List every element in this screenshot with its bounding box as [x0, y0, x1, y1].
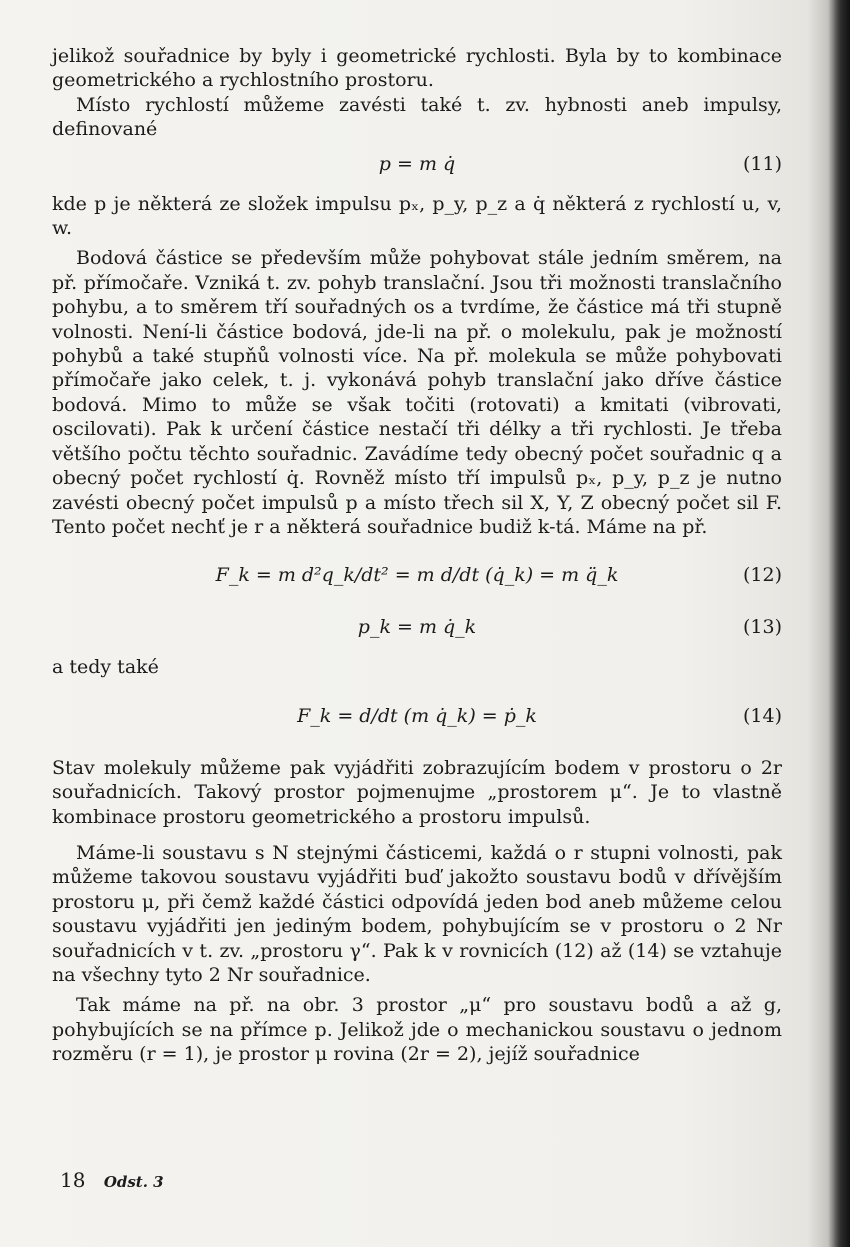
paragraph-3: kde p je některá ze složek impulsu pₓ, p_y, p_z a q̇ některá z rychlostí u, v, w. [52, 192, 782, 240]
paragraph-4: Bodová částice se především může pohybovat stále jedním směrem, na př. přímočaře. Vzniká t. zv. pohyb translační. Jsou tři možnosti translačního pohybu, a to směrem tří souřadných os a tvrdíme, že částice má tři stupně volnosti. Není-li částice bodová, jde-li na př. o molekulu, pak je možností pohybů a také stupňů volnosti více. Na př. molekula se může pohybovati přímočaře jako celek, t. j. vykonává pohyb translační jako dříve částice bodová. Mimo to může se však točiti (rotovati) a kmitati (vibrovati, oscilovati). Pak k určení částice nestačí tři délky a tři rychlosti. Je třeba většího počtu těchto souřadnic. Zavádíme tedy obecný počet souřadnic q a obecný počet rychlostí q̇. Rovněž místo tří impulsů pₓ, p_y, p_z je nutno zavésti obecný počet impulsů p a místo třech sil X, Y, Z obecný počet sil F. Tento počet nechť je r a některá souřadnice budiž k-tá. Máme na př. [52, 247, 782, 538]
equation-11-number: (11) [742, 152, 782, 175]
page-text-column [52, 44, 782, 1067]
equation-13 [52, 615, 782, 645]
equation-14 [52, 690, 782, 746]
equation-12-expression: F_k = m d²q_k/dt² = m d/dt (q̇_k) = m q̈_k [215, 564, 619, 587]
section-reference: Odst. 3 [103, 1173, 164, 1191]
equation-13-number: (13) [742, 616, 782, 639]
page-number: 18 [60, 1168, 86, 1192]
paragraph-6: Máme-li soustavu s N stejnými částicemi, každá o r stupni volnosti, pak můžeme takovou soustavu vyjádřiti buď jakožto soustavu bodů v dřívějším prostoru μ, při čemž každé částici odpovídá jeden bod aneb můžeme celou soustavu vyjádřiti jen jediným bodem, pohybujícím se v prostoru o 2 Nr souřadnicích v t. zv. „prostoru γ“. Pak k v rovnicích (12) až (14) se vztahuje na všechny tyto 2 Nr souřadnice. [52, 841, 782, 986]
paragraph-5: Stav molekuly můžeme pak vyjádřiti zobrazujícím bodem v prostoru o 2r souřadnicích. Takový prostor pojmenujme „prostorem μ“. Je to vlastně kombinace prostoru geometrického a prostoru impulsů. [52, 756, 782, 828]
lead-text-also: a tedy také [52, 656, 159, 679]
equation-12-number: (12) [742, 564, 782, 587]
paragraph-2: Místo rychlostí můžeme zavésti také t. zv. hybnosti aneb impulsy, definované [52, 93, 782, 141]
equation-13-expression: p_k = m q̇_k [357, 616, 477, 639]
equation-11-expression: p = m q̇ [378, 152, 456, 175]
equation-14-number: (14) [742, 704, 782, 727]
paragraph-7: Tak máme na př. na obr. 3 prostor „μ“ pro soustavu bodů a až g, pohybujících se na přímce p. Jelikož jde o mechanickou soustavu o jednom rozměru (r = 1), je prostor μ rovina (2r = 2), jejíž souřadnice [52, 994, 782, 1066]
equation-11 [52, 152, 782, 182]
equation-12 [52, 549, 782, 605]
equation-14-expression: F_k = d/dt (m q̇_k) = ṗ_k [297, 704, 537, 727]
book-spine-shadow [828, 0, 850, 1247]
page-footer [60, 1168, 164, 1192]
paragraph-1: jelikož souřadnice by byly i geometrické rychlosti. Byla by to kombinace geometrického a rychlostního prostoru. [52, 45, 782, 92]
